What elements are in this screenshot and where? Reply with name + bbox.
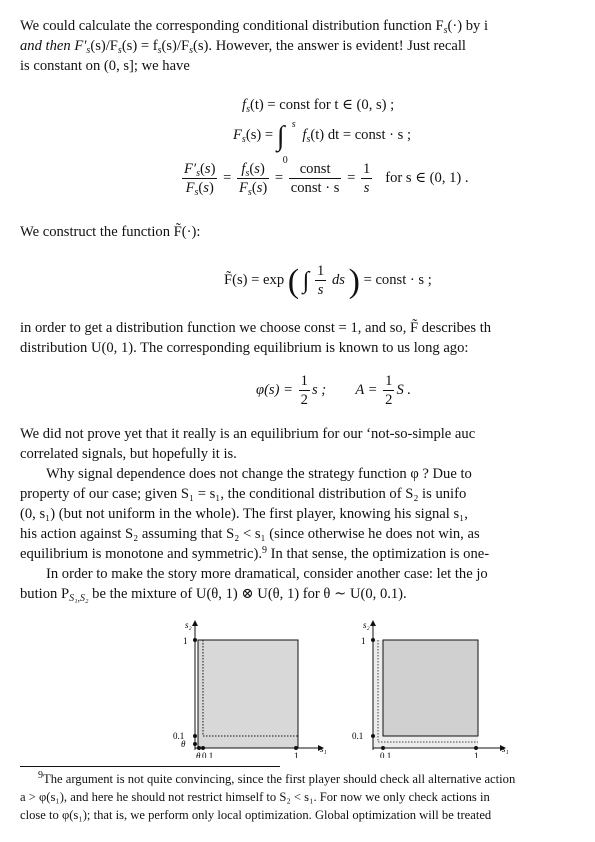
tick-point	[201, 746, 205, 750]
para3-line9: bution $P_{S_1,S_2}$ be the mixture of U(θ, 1) ⊗ U(θ, 1) for θ ∼ U(0, 0.1).	[20, 586, 407, 604]
para2-line2: distribution U(0, 1). The corresponding equilibrium is known to us long ago:	[20, 340, 469, 356]
figure-left	[170, 618, 340, 758]
para3-line6: his action against S₂ assuming that S₂ < s₁ (since otherwise he does not win, as	[20, 526, 480, 542]
x-tick-1: 1	[294, 751, 299, 758]
para1-line1: We could calculate the corresponding conditional distribution function $F_s(\cdot)$ by i	[20, 18, 488, 36]
equation-ftilde: F̃(s) = exp ( ∫ $\frac{1}{s}$ ds ) = const · s ;	[224, 262, 432, 300]
tick-point	[474, 746, 478, 750]
para2-line1: in order to get a distribution function we choose const = 1, and so, F̃ describes th	[20, 320, 492, 336]
x-axis-label: s₁	[320, 744, 327, 754]
para3-line5: (0, s₁) (but not uniform in the whole). The first player, knowing his signal s₁,	[20, 506, 468, 522]
tick-point	[381, 746, 385, 750]
support-region	[198, 640, 298, 748]
tick-point	[371, 734, 375, 738]
y-axis-arrow	[192, 620, 198, 626]
tick-point	[193, 734, 197, 738]
footnote-rule	[20, 766, 280, 767]
tick-point	[193, 742, 197, 746]
y-tick-theta: θ	[181, 739, 186, 749]
construct-line: We construct the function F̃(·):	[20, 224, 201, 240]
footnote-line3: close to φ(s₁); that is, we perform only local optimization. Global optimization will be treated	[20, 808, 492, 822]
equation-density: $f_s(t)$ = const for t ∈ (0, s) ;	[242, 97, 395, 115]
equation-phi: φ(s) = $\frac{1}{2}$ s ; A = $\frac{1}{2}$ S .	[256, 373, 412, 408]
support-region	[383, 640, 478, 736]
figure-right	[350, 618, 520, 758]
y-axis-label: s₂	[185, 620, 192, 630]
para1-line2: and then $F'_s(s)/F_s(s) = f_s(s)/F_s(s)$. However, the answer is evident! Just recall	[20, 38, 466, 56]
tick-point	[294, 746, 298, 750]
x-tick-1: 1	[474, 751, 479, 758]
y-tick-1: 1	[183, 636, 188, 646]
y-tick-0-1: 0.1	[173, 731, 185, 741]
para3-line7: equilibrium is monotone and symmetric).$^9$ In that sense, the optimization is one-	[20, 545, 490, 562]
y-axis-label: s₂	[363, 620, 370, 630]
para3-line3: Why signal dependence does not change the strategy function φ ? Due to	[46, 466, 472, 482]
para3-line2: correlated signals, but hopefully it is.	[20, 446, 237, 462]
equation-ratio: $\frac{F'_s(s)}{F_s(s)}$ = $\frac{f_s(s)}{F_s(s)}$ = $\frac{\text{const}}{\text{const · s}}$ = $\frac{1}{s}$ for s ∈ (0, 1) .	[184, 161, 469, 198]
tick-point	[193, 638, 197, 642]
para3-line4: property of our case; given S₁ = s₁, the conditional distribution of S₂ is unifo	[20, 486, 467, 502]
para1-line3: is constant on (0, s]; we have	[20, 58, 190, 74]
footnote-ref[interactable]: 9	[261, 545, 267, 556]
tick-point	[197, 746, 201, 750]
y-tick-0-1: 0.1	[352, 731, 364, 741]
footnote-line1: $^9$The argument is not quite convincing, since the first player should check all alternative action	[38, 770, 516, 786]
x-tick-theta: θ	[196, 751, 201, 758]
x-tick-0-1: 0.1	[380, 751, 392, 758]
para3-line1: We did not prove yet that it really is an equilibrium for our ‘not-so-simple auc	[20, 426, 476, 442]
footnote-line2: a > φ(s₁), and here he should not restrict himself to S₂ < s₁. For now we only check actions in	[20, 790, 490, 804]
y-axis-arrow	[370, 620, 376, 626]
para3-line8: In order to make the story more dramatical, consider another case: let the jo	[46, 566, 488, 582]
equation-cdf: $F_s(s)$ = ∫ s 0 $f_s(t)$ dt = const · s ;	[233, 119, 412, 166]
y-tick-1: 1	[361, 636, 366, 646]
tick-point	[371, 638, 375, 642]
x-tick-0-1: 0.1	[202, 751, 214, 758]
x-axis-label: s₁	[502, 744, 509, 754]
